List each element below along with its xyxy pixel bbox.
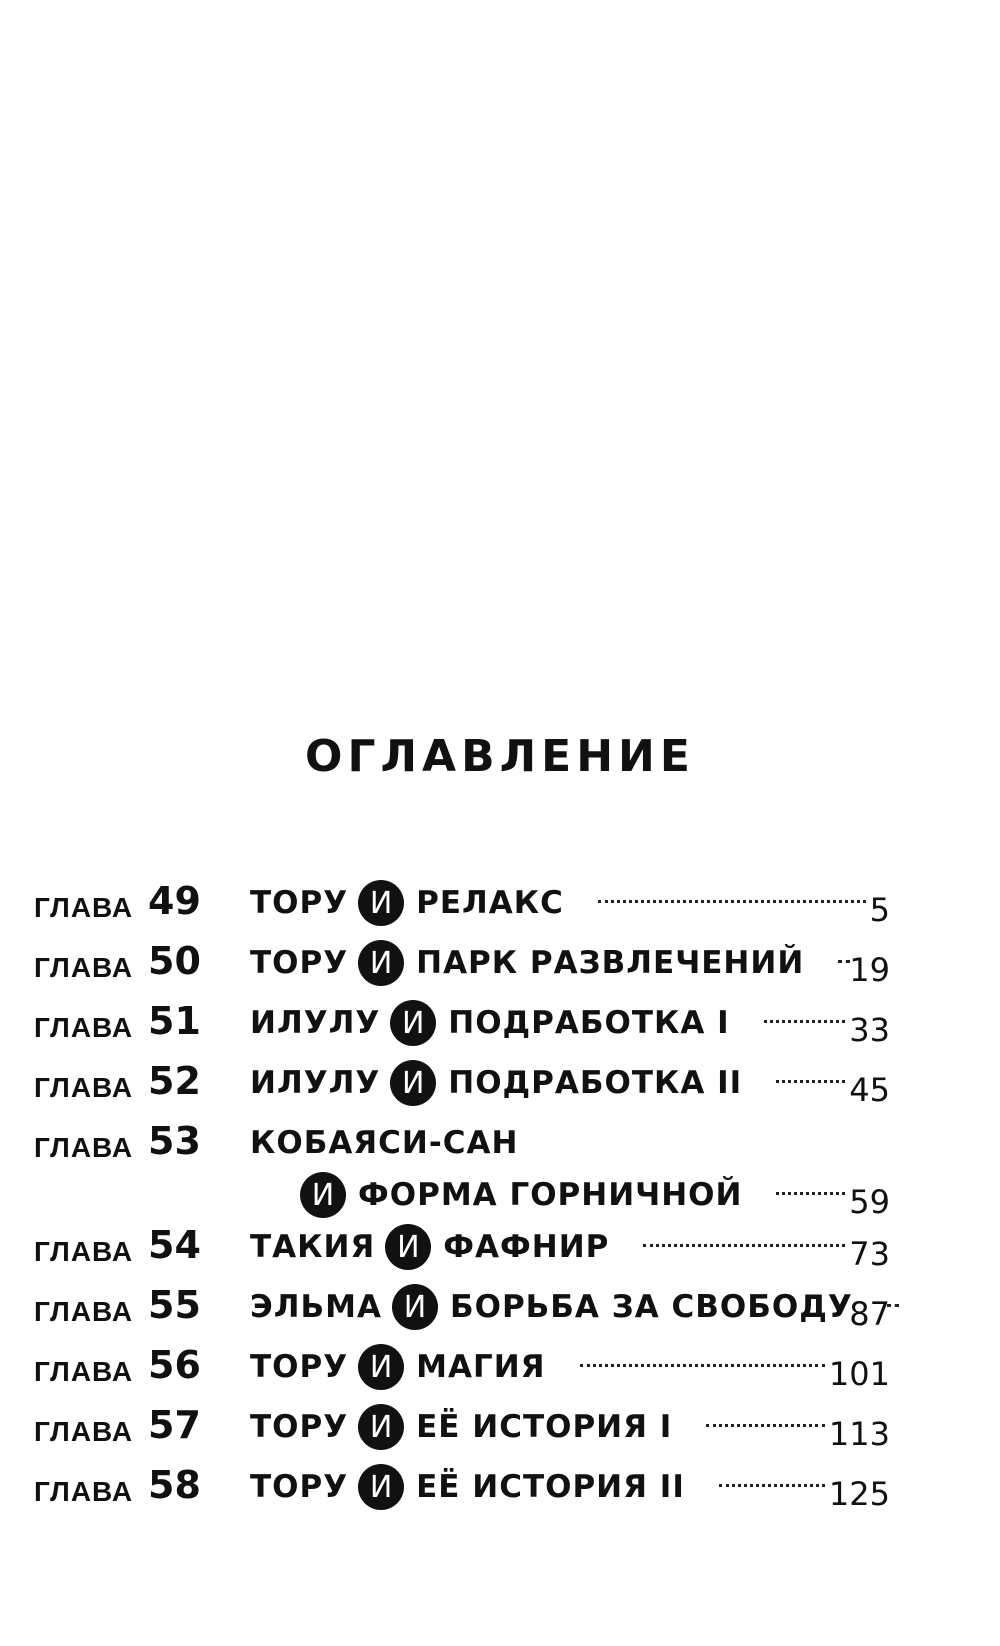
chapter-label: ГЛАВА xyxy=(34,1296,134,1327)
conjunction-badge: И xyxy=(390,1060,436,1106)
conjunction-badge: И xyxy=(358,1344,404,1390)
chapter-title-line xyxy=(250,1464,685,1510)
chapter-title-line xyxy=(250,880,564,926)
chapter-number: 50 xyxy=(148,939,201,983)
conjunction-badge: И xyxy=(385,1224,431,1270)
chapter-topic: РЕЛАКС xyxy=(416,885,564,921)
chapter-title-line xyxy=(250,1284,853,1330)
page-number: 5 xyxy=(869,891,890,929)
chapter-subject: ТОРУ xyxy=(250,1409,349,1445)
chapter-number: 56 xyxy=(148,1343,201,1387)
chapter-label: ГЛАВА xyxy=(34,1012,134,1043)
chapter-label: ГЛАВА xyxy=(34,1416,134,1447)
chapter-label: ГЛАВА xyxy=(34,892,134,923)
chapter-topic: МАГИЯ xyxy=(416,1349,546,1385)
dot-leader xyxy=(764,1020,845,1023)
conjunction-badge: И xyxy=(358,1404,404,1450)
toc-entry xyxy=(0,878,1000,938)
chapter-number: 49 xyxy=(148,879,201,923)
page-number: 59 xyxy=(849,1183,890,1221)
conjunction-badge: И xyxy=(358,880,404,926)
chapter-subject: ТОРУ xyxy=(250,885,349,921)
chapter-topic: ЕЁ ИСТОРИЯ I xyxy=(416,1409,673,1445)
chapter-topic: ЕЁ ИСТОРИЯ II xyxy=(416,1469,685,1505)
chapter-number: 54 xyxy=(148,1223,201,1267)
chapter-number: 52 xyxy=(148,1059,201,1103)
chapter-number: 53 xyxy=(148,1119,201,1163)
toc-entry xyxy=(0,998,1000,1058)
conjunction-badge: И xyxy=(300,1172,346,1218)
conjunction-badge: И xyxy=(390,1000,436,1046)
chapter-topic: ПОДРАБОТКА I xyxy=(448,1005,730,1041)
chapter-subject: ТОРУ xyxy=(250,1349,349,1385)
chapter-number: 51 xyxy=(148,999,201,1043)
dot-leader xyxy=(776,1080,845,1083)
chapter-number: 58 xyxy=(148,1463,201,1507)
chapter-subject: ТАКИЯ xyxy=(250,1229,376,1265)
chapter-topic: ФАФНИР xyxy=(443,1229,610,1265)
page-number: 87 xyxy=(849,1295,890,1333)
chapter-number: 55 xyxy=(148,1283,201,1327)
toc-entry xyxy=(0,1282,1000,1342)
page-number: 33 xyxy=(849,1011,890,1049)
chapter-title-line xyxy=(250,1060,742,1106)
dot-leader xyxy=(776,1192,845,1195)
conjunction-badge: И xyxy=(392,1284,438,1330)
chapter-subject: ИЛУЛУ xyxy=(250,1065,381,1101)
page-number: 73 xyxy=(849,1235,890,1273)
chapter-subject: ТОРУ xyxy=(250,945,349,981)
dot-leader xyxy=(719,1484,825,1487)
toc-entry xyxy=(0,1058,1000,1118)
chapter-topic: БОРЬБА ЗА СВОБОДУ xyxy=(449,1289,853,1325)
chapter-title-line xyxy=(250,1224,609,1270)
chapter-title-line xyxy=(250,1344,546,1390)
chapter-title-line xyxy=(300,1172,742,1218)
chapter-topic: ФОРМА ГОРНИЧНОЙ xyxy=(358,1177,743,1213)
toc-entry xyxy=(0,1342,1000,1402)
chapter-subject: ТОРУ xyxy=(250,1469,349,1505)
chapter-label: ГЛАВА xyxy=(34,952,134,983)
toc-entry xyxy=(0,1222,1000,1282)
page-number: 113 xyxy=(828,1415,890,1453)
chapter-topic: ПАРК РАЗВЛЕЧЕНИЙ xyxy=(416,945,805,981)
dot-leader xyxy=(838,960,850,963)
chapter-label: ГЛАВА xyxy=(34,1476,134,1507)
dot-leader xyxy=(643,1244,845,1247)
chapter-topic: ПОДРАБОТКА II xyxy=(448,1065,743,1101)
page-number: 101 xyxy=(828,1355,890,1393)
toc-entry xyxy=(0,1462,1000,1522)
dot-leader xyxy=(580,1364,825,1367)
toc-entry xyxy=(0,1118,1000,1221)
chapter-label: ГЛАВА xyxy=(34,1132,134,1163)
toc-heading: ОГЛАВЛЕНИЕ xyxy=(305,731,695,782)
chapter-label: ГЛАВА xyxy=(34,1236,134,1267)
dot-leader xyxy=(706,1424,825,1427)
chapter-subject: ЭЛЬМА xyxy=(250,1289,382,1325)
page-number: 125 xyxy=(828,1475,890,1513)
toc-entry xyxy=(0,1402,1000,1462)
chapter-subject: КОБАЯСИ-САН xyxy=(250,1125,519,1161)
conjunction-badge: И xyxy=(358,940,404,986)
chapter-label: ГЛАВА xyxy=(34,1072,134,1103)
dot-leader xyxy=(598,900,866,903)
page-number: 45 xyxy=(849,1071,890,1109)
chapter-number: 57 xyxy=(148,1403,201,1447)
chapter-title-line xyxy=(250,1404,672,1450)
toc-entry xyxy=(0,938,1000,998)
conjunction-badge: И xyxy=(358,1464,404,1510)
chapter-title-line xyxy=(250,940,804,986)
chapter-title-line xyxy=(250,1000,730,1046)
page-number: 19 xyxy=(849,951,890,989)
chapter-subject: ИЛУЛУ xyxy=(250,1005,381,1041)
chapter-label: ГЛАВА xyxy=(34,1356,134,1387)
chapter-title-line xyxy=(250,1120,518,1166)
